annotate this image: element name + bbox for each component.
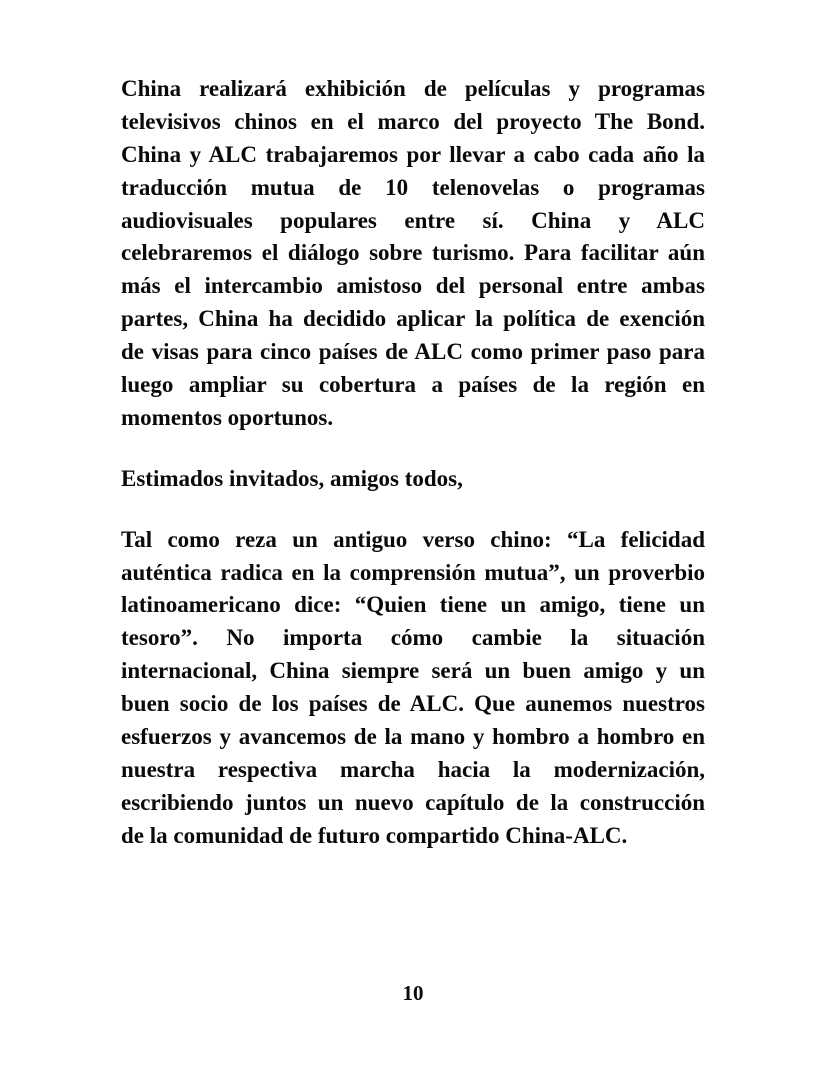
text-line: más el intercambio amistoso del personal entre ambas (121, 273, 705, 299)
text-line: traducción mutua de 10 telenovelas o programas (121, 174, 705, 200)
text-line: televisivos chinos en el marco del proyecto The Bond. (121, 108, 705, 134)
text-line: tesoro”. No importa cómo cambie la situación (121, 625, 705, 651)
page-text (121, 73, 705, 881)
text-line: auténtica radica en la comprensión mutua”, un proverbio (121, 559, 705, 585)
text-line: latinoamericano dice: “Quien tiene un amigo, tiene un (121, 592, 705, 618)
text-line: audiovisuales populares entre sí. China y ALC (121, 207, 705, 233)
text-line: China y ALC trabajaremos por llevar a cabo cada año la (121, 141, 705, 167)
text-line: de visas para cinco países de ALC como primer paso para (121, 339, 705, 365)
text-line: partes, China ha decidido aplicar la política de exención (121, 306, 705, 332)
text-line: Tal como reza un antiguo verso chino: “La felicidad (121, 526, 705, 552)
text-line: China realizará exhibición de películas y programas (121, 76, 705, 101)
text-line: escribiendo juntos un nuevo capítulo de la construcción (121, 789, 705, 815)
paragraph (121, 73, 705, 435)
text-line: buen socio de los países de ALC. Que aunemos nuestros (121, 691, 705, 717)
text-line: internacional, China siempre será un buen amigo y un (121, 658, 705, 684)
text-line: Estimados invitados, amigos todos, (121, 465, 463, 491)
paragraph (121, 463, 705, 496)
page-number: 10 (402, 981, 424, 1005)
paragraph (121, 524, 705, 853)
text-line: momentos oportunos. (121, 404, 334, 430)
text-line: luego ampliar su cobertura a países de la región en (121, 372, 705, 398)
text-line: esfuerzos y avancemos de la mano y hombro a hombro en (121, 724, 705, 750)
text-line: de la comunidad de futuro compartido China-ALC. (121, 822, 628, 848)
text-line: nuestra respectiva marcha hacia la modernización, (121, 756, 705, 782)
text-line: celebraremos el diálogo sobre turismo. Para facilitar aún (121, 240, 705, 266)
